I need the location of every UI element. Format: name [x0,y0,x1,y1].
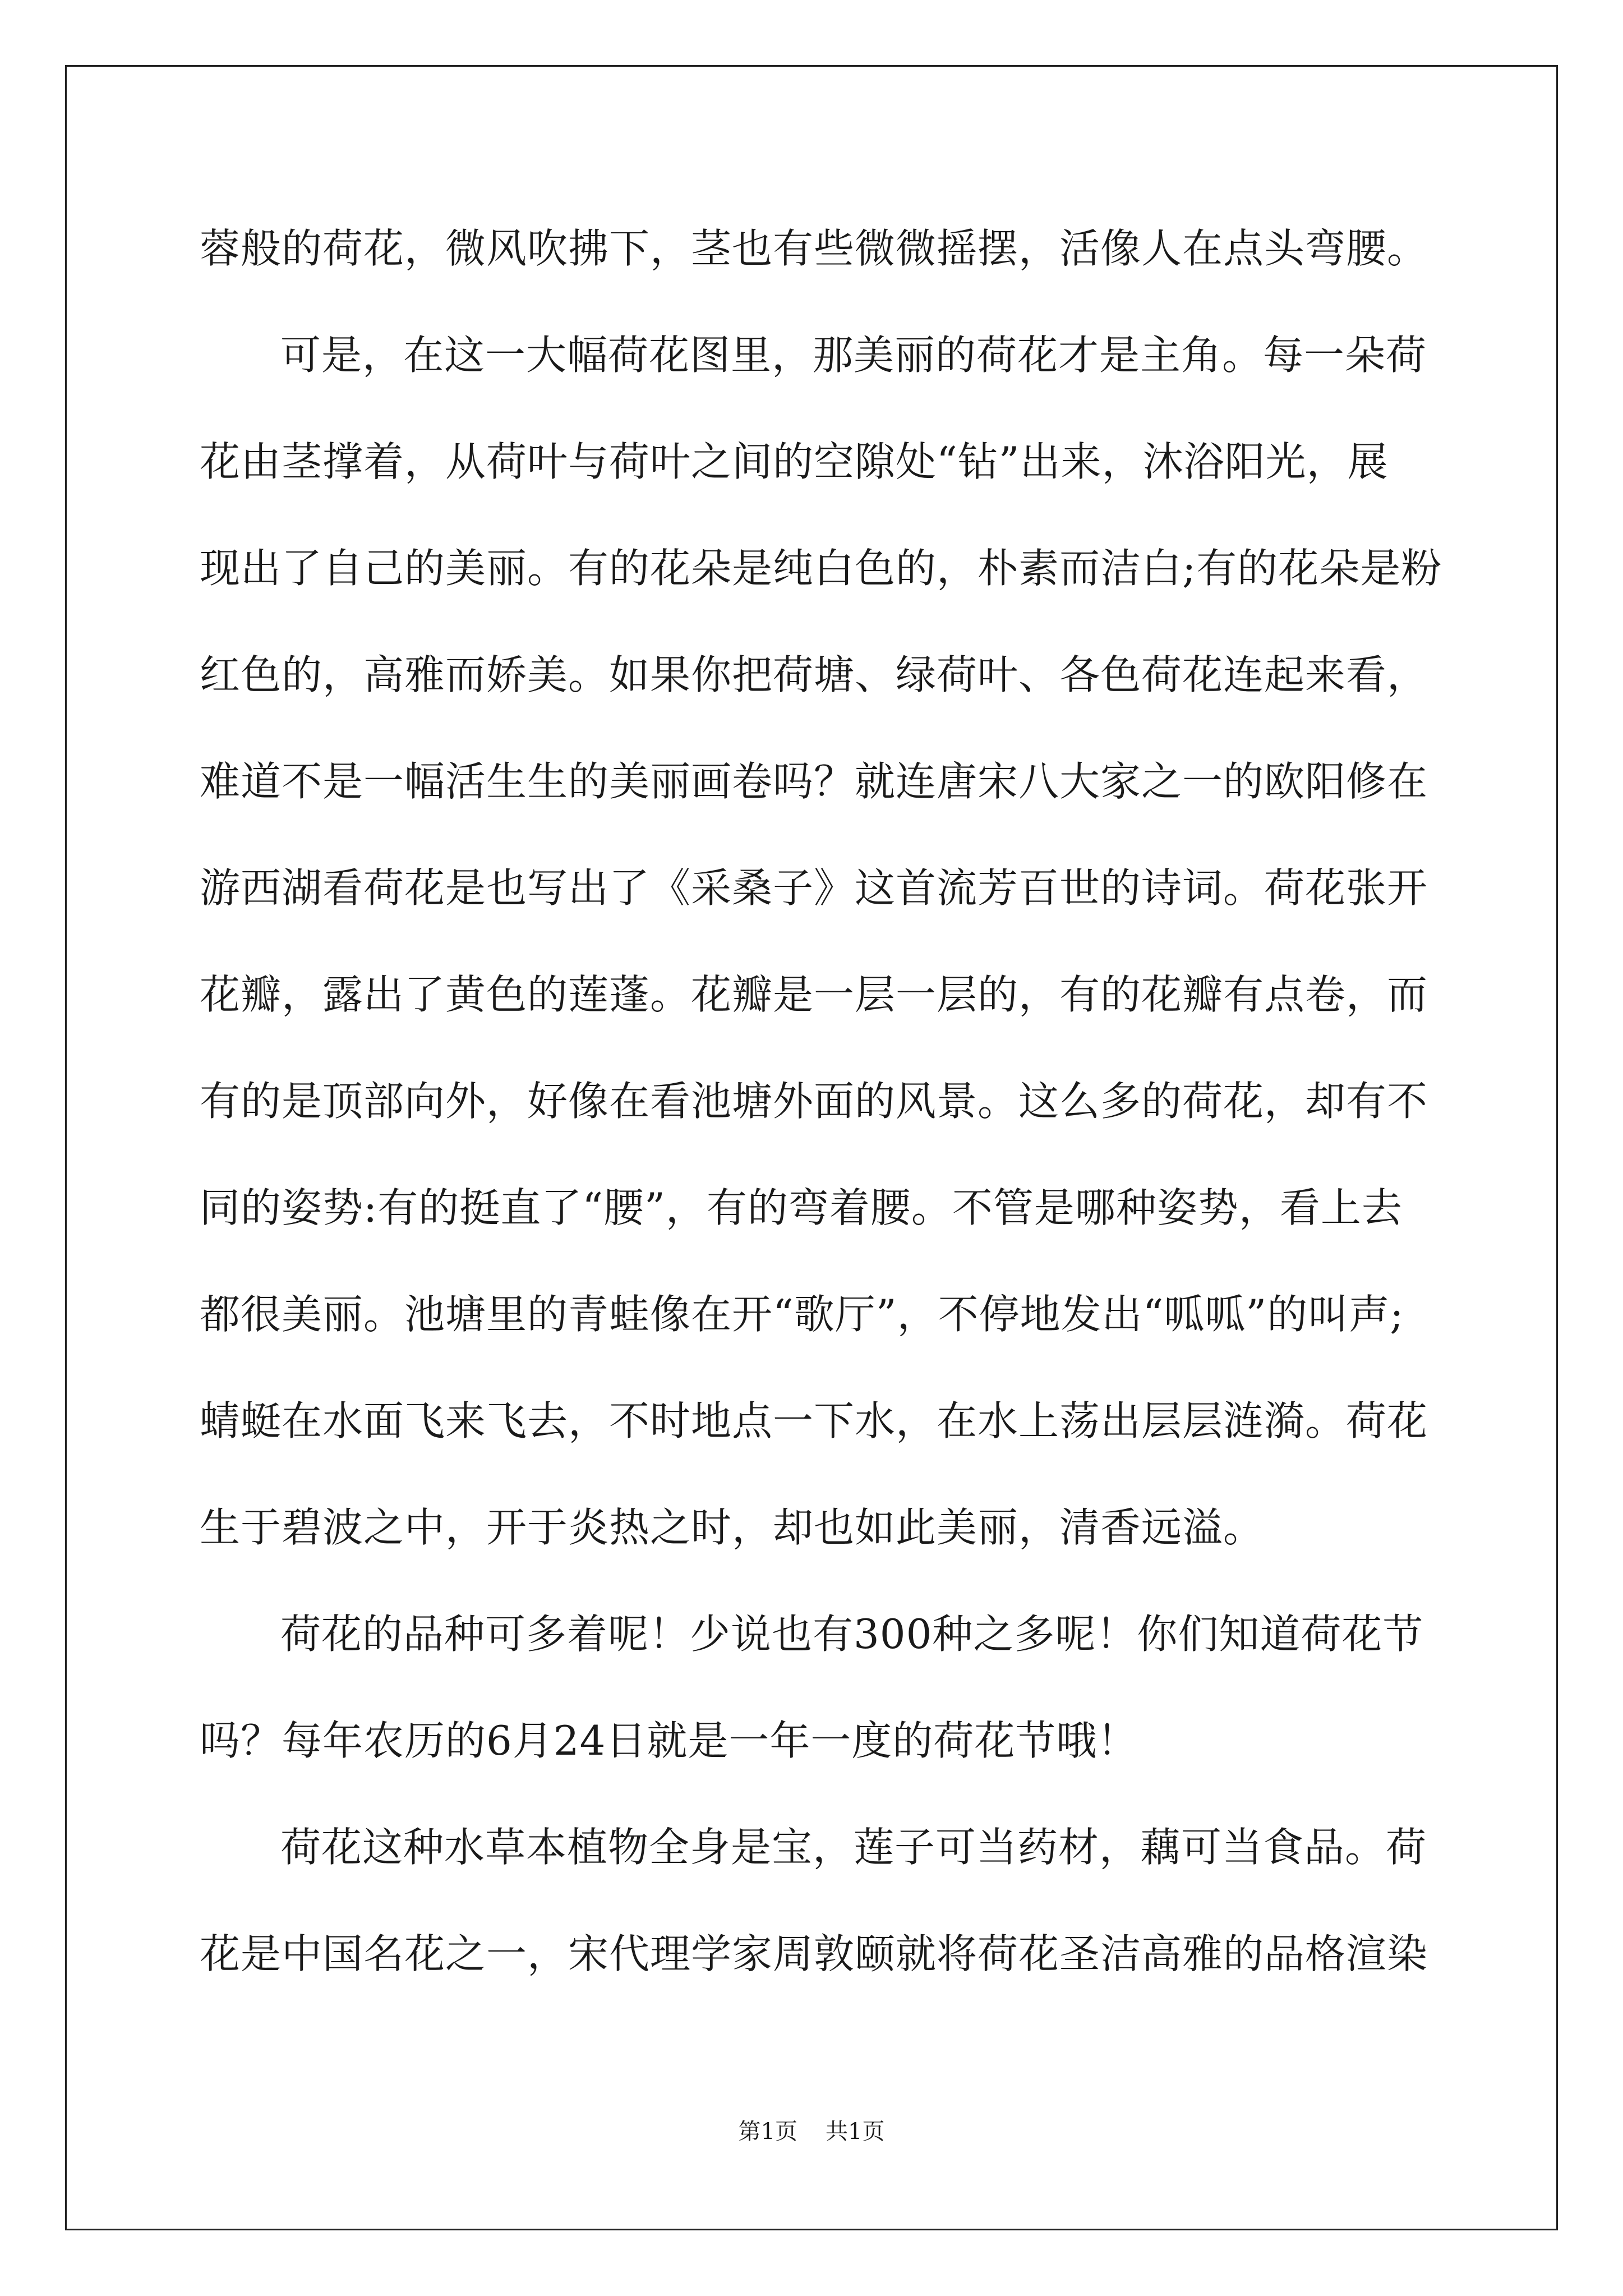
page-total: 共1页 [826,2119,885,2145]
text-line: 花是中国名花之一，宋代理学家周敦颐就将荷花圣洁高雅的品格渲染 [200,1930,1428,1977]
text-line: 可是，在这一大幅荷花图里，那美丽的荷花才是主角。每一朵荷 [280,332,1427,379]
text-line: 难道不是一幅活生生的美丽画卷吗？就连唐宋八大家之一的欧阳修在 [200,758,1428,805]
text-line: 有的是顶部向外，好像在看池塘外面的风景。这么多的荷花，却有不 [200,1078,1428,1125]
text-line: 蓉般的荷花，微风吹拂下，茎也有些微微摇摆，活像人在点头弯腰。 [200,225,1428,272]
text-line: 荷花的品种可多着呢！少说也有300种之多呢！你们知道荷花节 [280,1611,1424,1658]
text-line: 吗？每年农历的6月24日就是一年一度的荷花节哦！ [200,1717,1138,1764]
text-line: 现出了自己的美丽。有的花朵是纯白色的，朴素而洁白;有的花朵是粉 [200,545,1442,592]
text-line: 蜻蜓在水面飞来飞去，不时地点一下水，在水上荡出层层涟漪。荷花 [200,1397,1428,1444]
text-line: 同的姿势:有的挺直了“腰”，有的弯着腰。不管是哪种姿势，看上去 [200,1184,1403,1231]
text-line: 花瓣，露出了黄色的莲蓬。花瓣是一层一层的，有的花瓣有点卷，而 [200,971,1428,1018]
text-line: 花由茎撑着，从荷叶与荷叶之间的空隙处“钻”出来，沐浴阳光，展 [200,438,1389,485]
text-line: 红色的，高雅而娇美。如果你把荷塘、绿荷叶、各色荷花连起来看， [200,651,1428,698]
document-body [200,195,1442,2007]
page-number: 第1页 [738,2119,797,2145]
text-line: 都很美丽。池塘里的青蛙像在开“歌厅”，不停地发出“呱呱”的叫声; [200,1291,1404,1338]
page-footer [0,2115,1623,2148]
text-line: 荷花这种水草本植物全身是宝，莲子可当药材，藕可当食品。荷 [280,1824,1427,1871]
text-line: 游西湖看荷花是也写出了《采桑子》这首流芳百世的诗词。荷花张开 [200,864,1428,912]
text-line: 生于碧波之中，开于炎热之时，却也如此美丽，清香远溢。 [200,1504,1265,1551]
